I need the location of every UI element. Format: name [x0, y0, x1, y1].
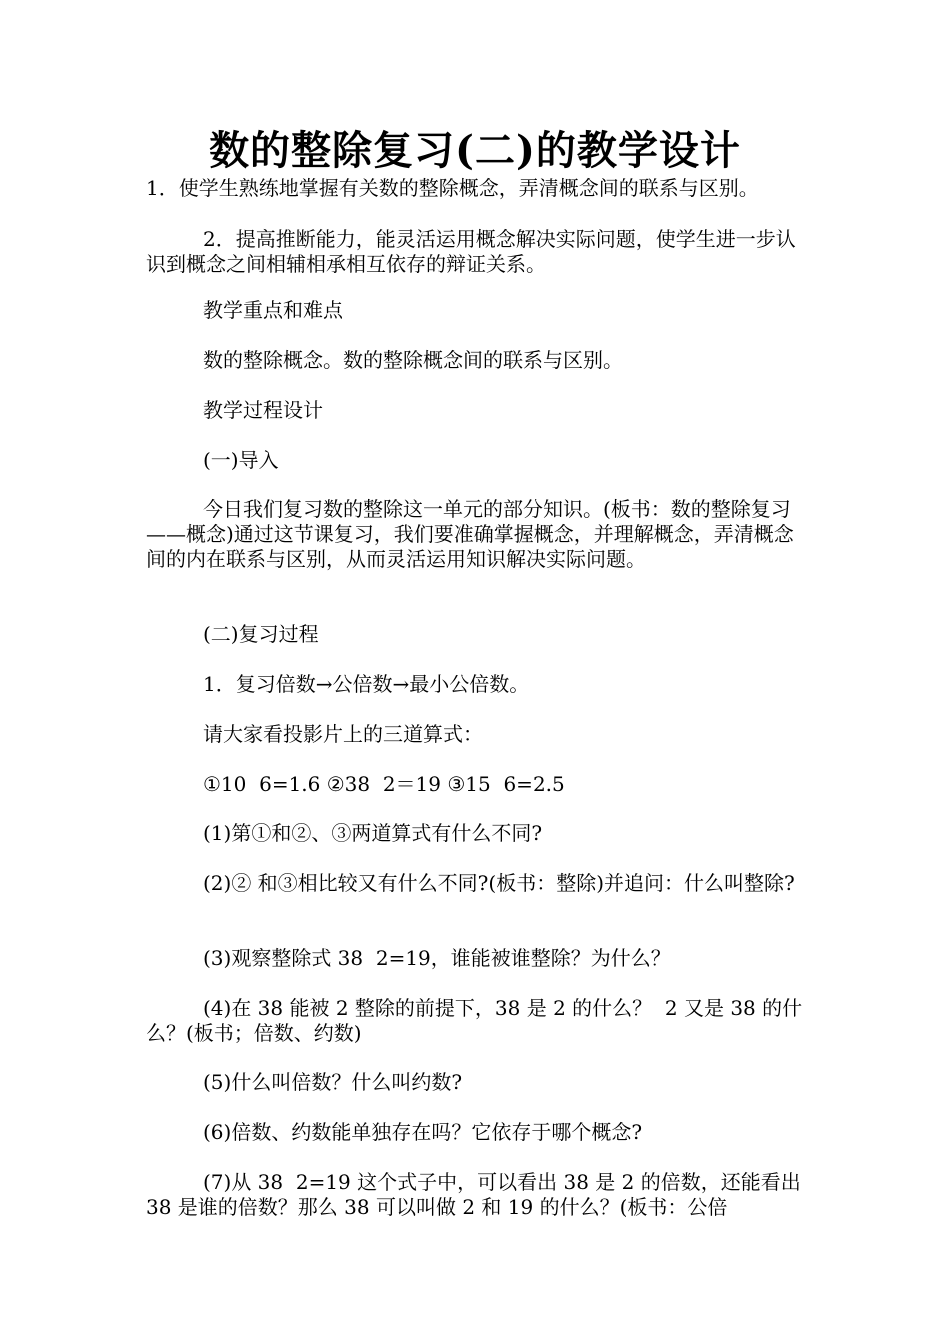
paragraph-objective-2: 2．提高推断能力，能灵活运用概念解决实际问题，使学生进一步认识到概念之间相辅相承相互依存的辩证关系。	[146, 227, 796, 276]
paragraph-section-review: (二)复习过程	[203, 622, 319, 646]
paragraph-key-points: 数的整除概念。数的整除概念间的联系与区别。	[203, 348, 623, 372]
paragraph-question-3: (3)观察整除式 38 2=19，谁能被谁整除？为什么？	[203, 946, 671, 970]
paragraph-equations: ①10 6=1.6 ②38 2＝19 ③15 6=2.5	[203, 772, 565, 796]
paragraph-section-intro: (一)导入	[203, 448, 279, 472]
paragraph-question-7: (7)从 38 2=19 这个式子中，可以看出 38 是 2 的倍数，还能看出 38 是谁的倍数？那么 38 可以叫做 2 和 19 的什么？(板书：公倍	[146, 1170, 808, 1219]
paragraph-question-5: (5)什么叫倍数？什么叫约数?	[203, 1070, 463, 1094]
paragraph-review-item-1: 1．复习倍数→公倍数→最小公倍数。	[203, 672, 530, 696]
paragraph-question-2: (2)② 和③相比较又有什么不同?(板书：整除)并追问：什么叫整除?	[203, 871, 795, 895]
paragraph-objective-1: 1．使学生熟练地掌握有关数的整除概念，弄清概念间的联系与区别。	[146, 176, 759, 200]
paragraph-heading-key-points: 教学重点和难点	[203, 298, 343, 322]
document-title: 数的整除复习(二)的教学设计	[209, 127, 741, 174]
paragraph-heading-process: 教学过程设计	[203, 398, 323, 422]
paragraph-intro-text: 今日我们复习数的整除这一单元的部分知识。(板书：数的整除复习——概念)通过这节课复习，我们要准确掌握概念，并理解概念，弄清概念间的内在联系与区别，从而灵活运用知识解决实际问题。	[146, 497, 794, 571]
paragraph-question-6: (6)倍数、约数能单独存在吗？它依存于哪个概念?	[203, 1120, 643, 1144]
paragraph-question-1: (1)第①和②、③两道算式有什么不同?	[203, 821, 543, 845]
paragraph-projection-prompt: 请大家看投影片上的三道算式：	[203, 722, 483, 746]
paragraph-question-4: (4)在 38 能被 2 整除的前提下，38 是 2 的什么？ 2 又是 38 的什么？(板书；倍数、约数)	[146, 996, 803, 1045]
